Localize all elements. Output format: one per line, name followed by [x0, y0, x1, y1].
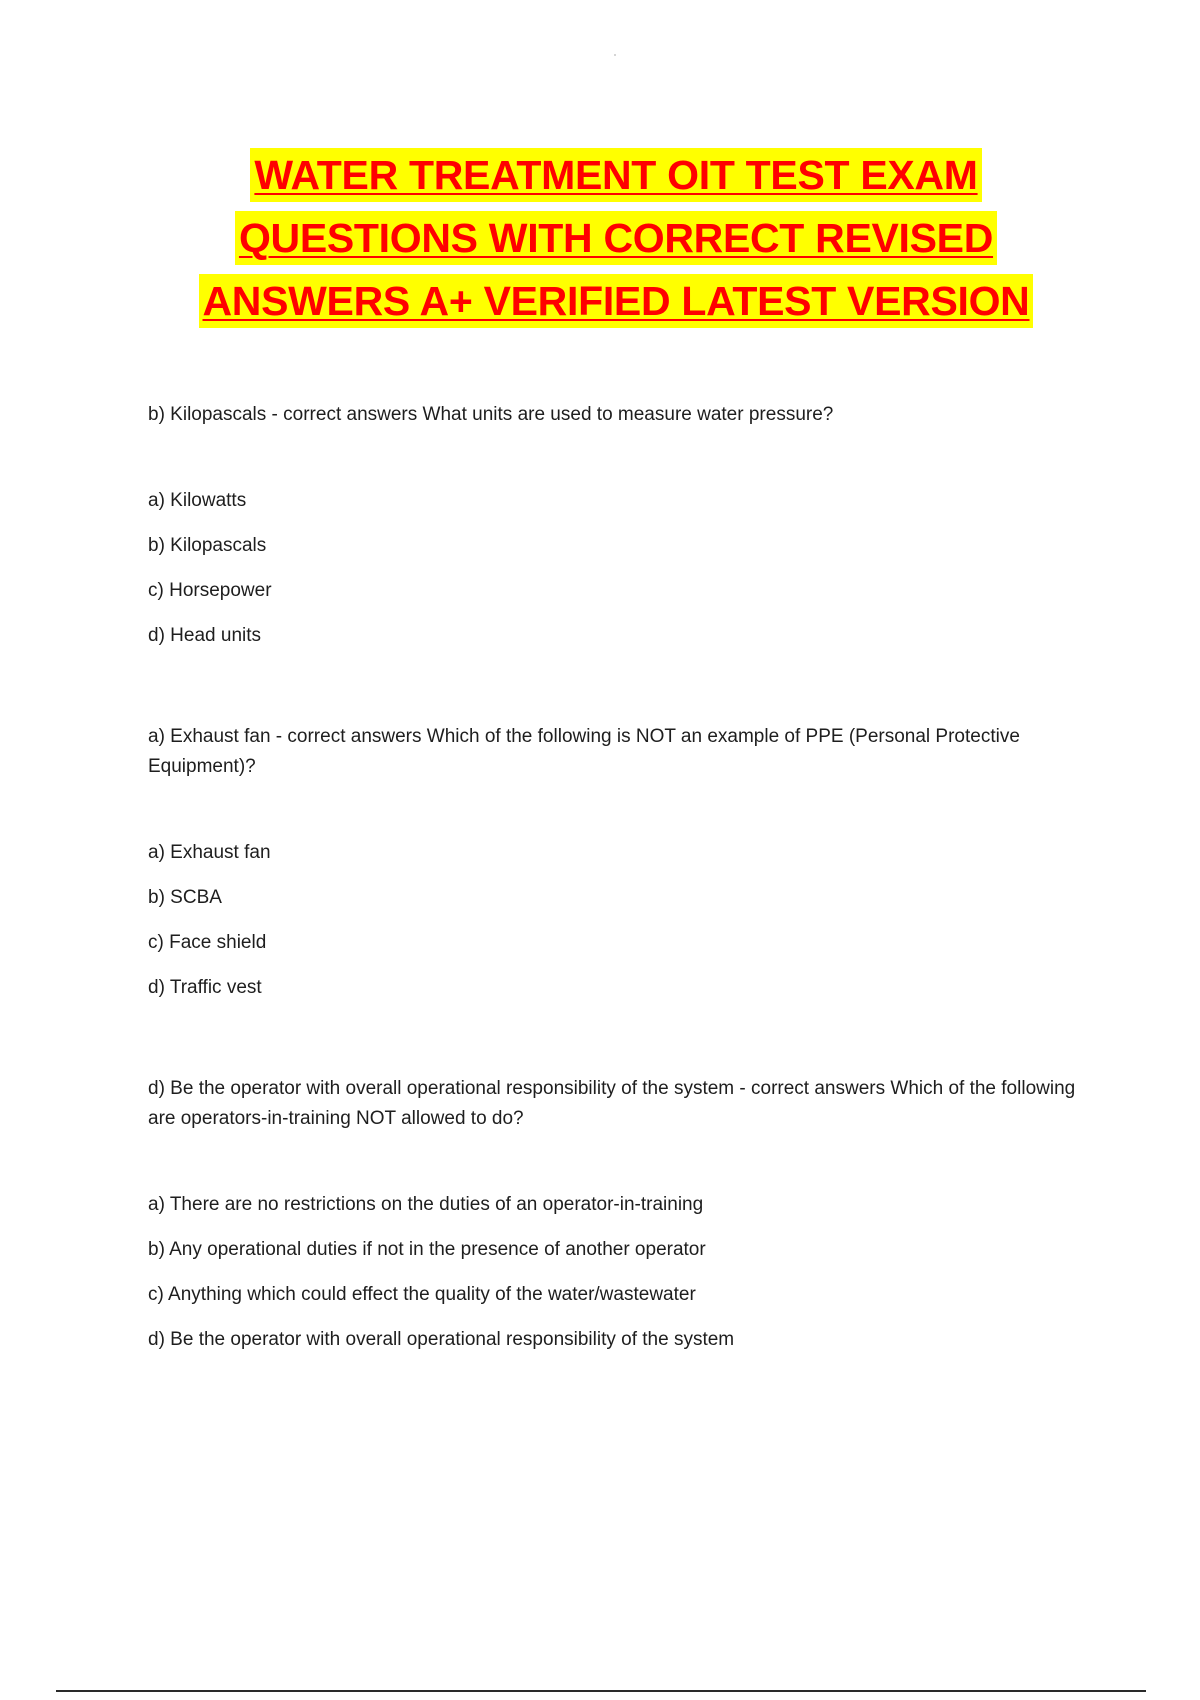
page-dot — [614, 54, 616, 56]
option-item: a) Kilowatts — [148, 490, 247, 511]
option-list — [148, 1190, 1078, 1355]
footer-divider — [56, 1690, 1146, 1692]
question-text: a) Exhaust fan - correct answers Which of the following is NOT an example of PPE (Personal Protective Equipment)? — [148, 726, 1020, 777]
option-item: b) Any operational duties if not in the presence of another operator — [148, 1239, 706, 1260]
option-item: c) Horsepower — [148, 580, 272, 601]
option-item: d) Head units — [148, 625, 262, 646]
option-item: a) There are no restrictions on the duties of an operator-in-training — [148, 1194, 704, 1215]
option-item: d) Traffic vest — [148, 977, 262, 998]
option-item: c) Face shield — [148, 932, 267, 953]
question-text: d) Be the operator with overall operational responsibility of the system - correct answers Which of the following are operators-in-training NOT allowed to do? — [148, 1078, 1076, 1129]
title-line-2: QUESTIONS WITH CORRECT REVISED — [235, 211, 997, 265]
question-text: b) Kilopascals - correct answers What units are used to measure water pressure? — [148, 404, 834, 425]
option-list — [148, 486, 1078, 651]
question-2 — [148, 722, 1078, 1003]
question-spacer — [148, 666, 1078, 722]
document-title — [0, 148, 1200, 337]
question-1 — [148, 400, 1078, 651]
question-3 — [148, 1074, 1078, 1355]
title-line-1: WATER TREATMENT OIT TEST EXAM — [250, 148, 981, 202]
option-item: b) SCBA — [148, 887, 222, 908]
option-item: a) Exhaust fan — [148, 842, 271, 863]
option-item: d) Be the operator with overall operational responsibility of the system — [148, 1329, 735, 1350]
title-line-3: ANSWERS A+ VERIFIED LATEST VERSION — [199, 274, 1034, 328]
question-spacer — [148, 1018, 1078, 1074]
option-item: b) Kilopascals — [148, 535, 267, 556]
option-list — [148, 838, 1078, 1003]
question-list — [148, 400, 1078, 1370]
option-item: c) Anything which could effect the quality of the water/wastewater — [148, 1284, 696, 1305]
